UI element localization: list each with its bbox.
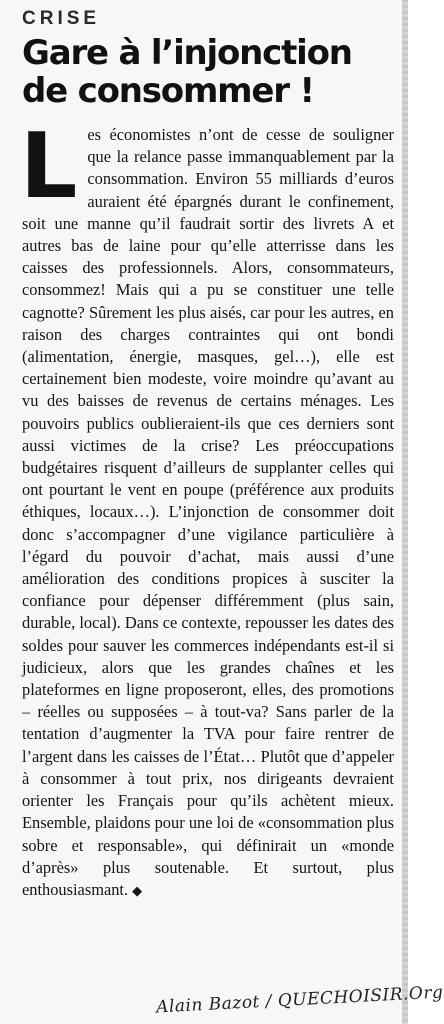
headline: Gare à l’injonction de consommer !: [22, 33, 352, 111]
article-text: es économistes n’ont de cesse de souligner que la relance passe immanquablement par la consommation. Environ 55 milliards d’euros auraient été épargnés durant le confinement, soit une manne qu’il faudrait sortir des livrets A et autres bas de laine pour qu’elle atterrisse dans les caisses des professionnels. Alors, consommateurs, consommez! Mais qui a pu se constituer une telle cagnotte? Sûrement les plus aisés, car pour les autres, en raison des charges contraintes qui ont bondi (alimentation, énergie, masques, gel…), elle est certainement bien modeste, voire moindre qu’avant au vu des baisses de revenus de certains ménages. Les pouvoirs publics oublieraient-ils que ces derniers sont aussi victimes de la crise? Les préoccupations budgétaires risquent d’ailleurs de supplanter celles qui ont pourtant le vent en poupe (préférence aux produits éthiques, locaux…). L’injonction de consommer doit donc s’accompagner d’une vigilance particulière à l’égard du pouvoir d’achat, mais aussi d’une amélioration des conditions propices à susciter la confiance pour dépenser différemment (plus sain, durable, local). Dans ce contexte, repousser les dates des soldes pour sauver les commerces indépendants est-il si judicieux, alors que les grandes chaînes et les plateformes en ligne proposeront, elles, des promotions – réelles ou supposées – à tout-va? Sans parler de la tentation d’augmenter la TVA pour faire rentrer de l’argent dans les caisses de l’État… Plutôt que d’appeler à consommer à tout prix, nos dirigeants devraient orienter les Français pour qu’ils achètent mieux. Ensemble, plaidons pour une loi de «consommation plus sobre et responsable», qui définirait un «monde d’après» plus soutenable. Et surtout, plus enthousiasmant.: [22, 125, 394, 899]
rubric-label: CRISE: [22, 8, 101, 29]
end-mark-icon: ◆: [132, 882, 143, 898]
handwritten-signature: Alain Bazot / QUECHOISIR.Org: [155, 982, 444, 1018]
article-body: [20, 114, 394, 902]
article: [22, 8, 394, 902]
scan-edge: [402, 0, 408, 1024]
drop-cap: L: [20, 114, 78, 219]
